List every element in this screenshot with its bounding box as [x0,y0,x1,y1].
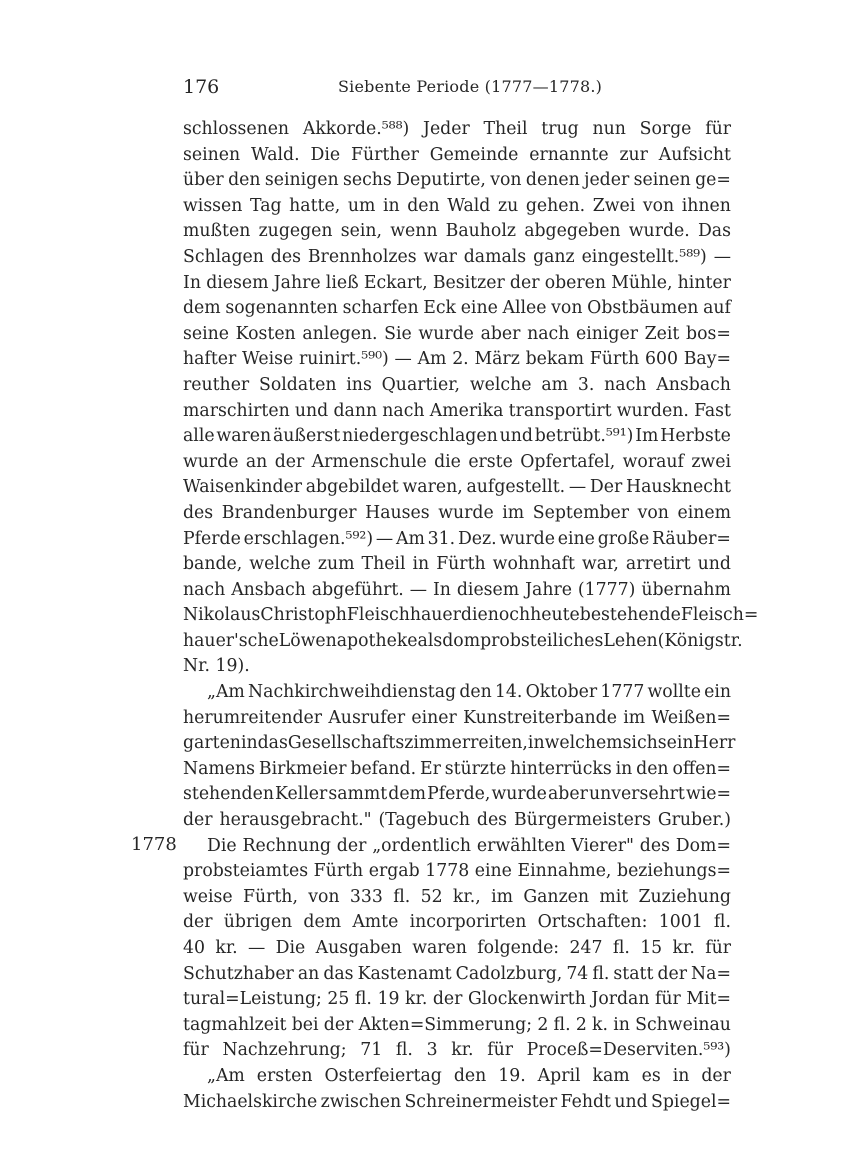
text-line: über den seinigen sechs Deputirte, von denen jeder seinen ge= [183,170,731,191]
text-line: Waisenkinder abgebildet waren, aufgestellt. — Der Hausknecht [183,477,731,498]
text-line: 40 kr. — Die Ausgaben waren folgende: 247 fl. 15 kr. für [183,938,731,958]
page-number: 176 [183,76,220,98]
text-line: mußten zugegen sein, wenn Bauholz abgegeben wurde. Das [183,221,731,242]
text-line: alle waren äußerst niedergeschlagen und betrübt.⁵⁹¹) Im Herbste [183,426,731,447]
text-line: marschirten und dann nach Amerika transportirt wurden. Fast [183,400,731,421]
text-line: „Am Nachkirchweihdienstag den 14. Oktober 1777 wollte ein [207,682,731,703]
text-line: In diesem Jahre ließ Eckart, Besitzer der oberen Mühle, hinter [183,272,731,293]
text-line: „Am ersten Osterfeiertag den 19. April kam es in der [207,1065,731,1086]
text-line: herumreitender Ausrufer einer Kunstreiterbande im Weißen= [183,707,731,728]
text-line: seine Kosten anlegen. Sie wurde aber nach einiger Zeit bos= [183,323,731,344]
margin-year-note: 1778 [131,834,177,855]
text-line: weise Fürth, von 333 fl. 52 kr., im Ganzen mit Zuziehung [183,886,731,907]
text-line: nach Ansbach abgeführt. — In diesem Jahre (1777) übernahm [183,579,731,600]
text-line: der herausgebracht." (Tagebuch des Bürgermeisters Gruber.) [183,810,731,831]
text-line: des Brandenburger Hauses wurde im September von einem [183,502,731,523]
text-line: wurde an der Armenschule die erste Opfertafel, worauf zwei [183,451,731,472]
text-line: probsteiamtes Fürth ergab 1778 eine Einnahme, beziehungs= [183,861,731,882]
page-header [183,74,731,100]
text-line: dem sogenannten scharfen Eck eine Allee von Obstbäumen auf [183,298,731,319]
text-line: seinen Wald. Die Fürther Gemeinde ernannte zur Aufsicht [183,144,731,165]
text-line: Pferde erschlagen.⁵⁹²) — Am 31. Dez. wurde eine große Räuber= [183,528,731,549]
text-line: Die Rechnung der „ordentlich erwählten Vierer" des Dom= [207,835,731,856]
text-line: schlossenen Akkorde.⁵⁸⁸) Jeder Theil trug nun Sorge für [183,119,731,139]
text-line: wissen Tag hatte, um in den Wald zu gehen. Zwei von ihnen [183,195,731,216]
running-title: Siebente Periode (1777—1778.) [338,77,603,96]
text-line: garten in das Gesellschaftszimmer reiten, in welchem sich sein Herr [183,733,736,754]
text-line: für Nachzehrung; 71 fl. 3 kr. für Proceß=Deserviten.⁵⁹³) [183,1040,731,1061]
text-line: Michaelskirche zwischen Schreinermeister Fehdt und Spiegel= [183,1091,731,1112]
text-line: reuther Soldaten ins Quartier, welche am 3. nach Ansbach [183,374,731,395]
text-line: Namens Birkmeier befand. Er stürzte hinterrücks in den offen= [183,758,731,779]
text-line: tagmahlzeit bei der Akten=Simmerung; 2 fl. 2 k. in Schweinau [183,1014,731,1035]
text-line: Nr. 19). [183,656,250,677]
text-line: Nikolaus Christoph Fleischhauer die noch heute bestehende Fleisch= [183,605,759,626]
text-line: stehenden Keller sammt dem Pferde, wurde aber unversehrt wie= [183,784,731,805]
text-line: bande, welche zum Theil in Fürth wohnhaft war, arretirt und [183,554,731,575]
text-line: hauer'sche Löwenapotheke als domprobsteiliches Lehen (Königstr. [183,630,743,651]
body-text [183,117,759,1115]
text-line: hafter Weise ruinirt.⁵⁹⁰) — Am 2. März bekam Fürth 600 Bay= [183,349,731,370]
text-line: tural=Leistung; 25 fl. 19 kr. der Glockenwirth Jordan für Mit= [183,989,731,1010]
text-line: der übrigen dem Amte incorporirten Ortschaften: 1001 fl. [183,912,731,933]
text-line: Schlagen des Brennholzes war damals ganz eingestellt.⁵⁸⁹) — [183,246,731,267]
text-line: Schutzhaber an das Kastenamt Cadolzburg, 74 fl. statt der Na= [183,963,731,984]
